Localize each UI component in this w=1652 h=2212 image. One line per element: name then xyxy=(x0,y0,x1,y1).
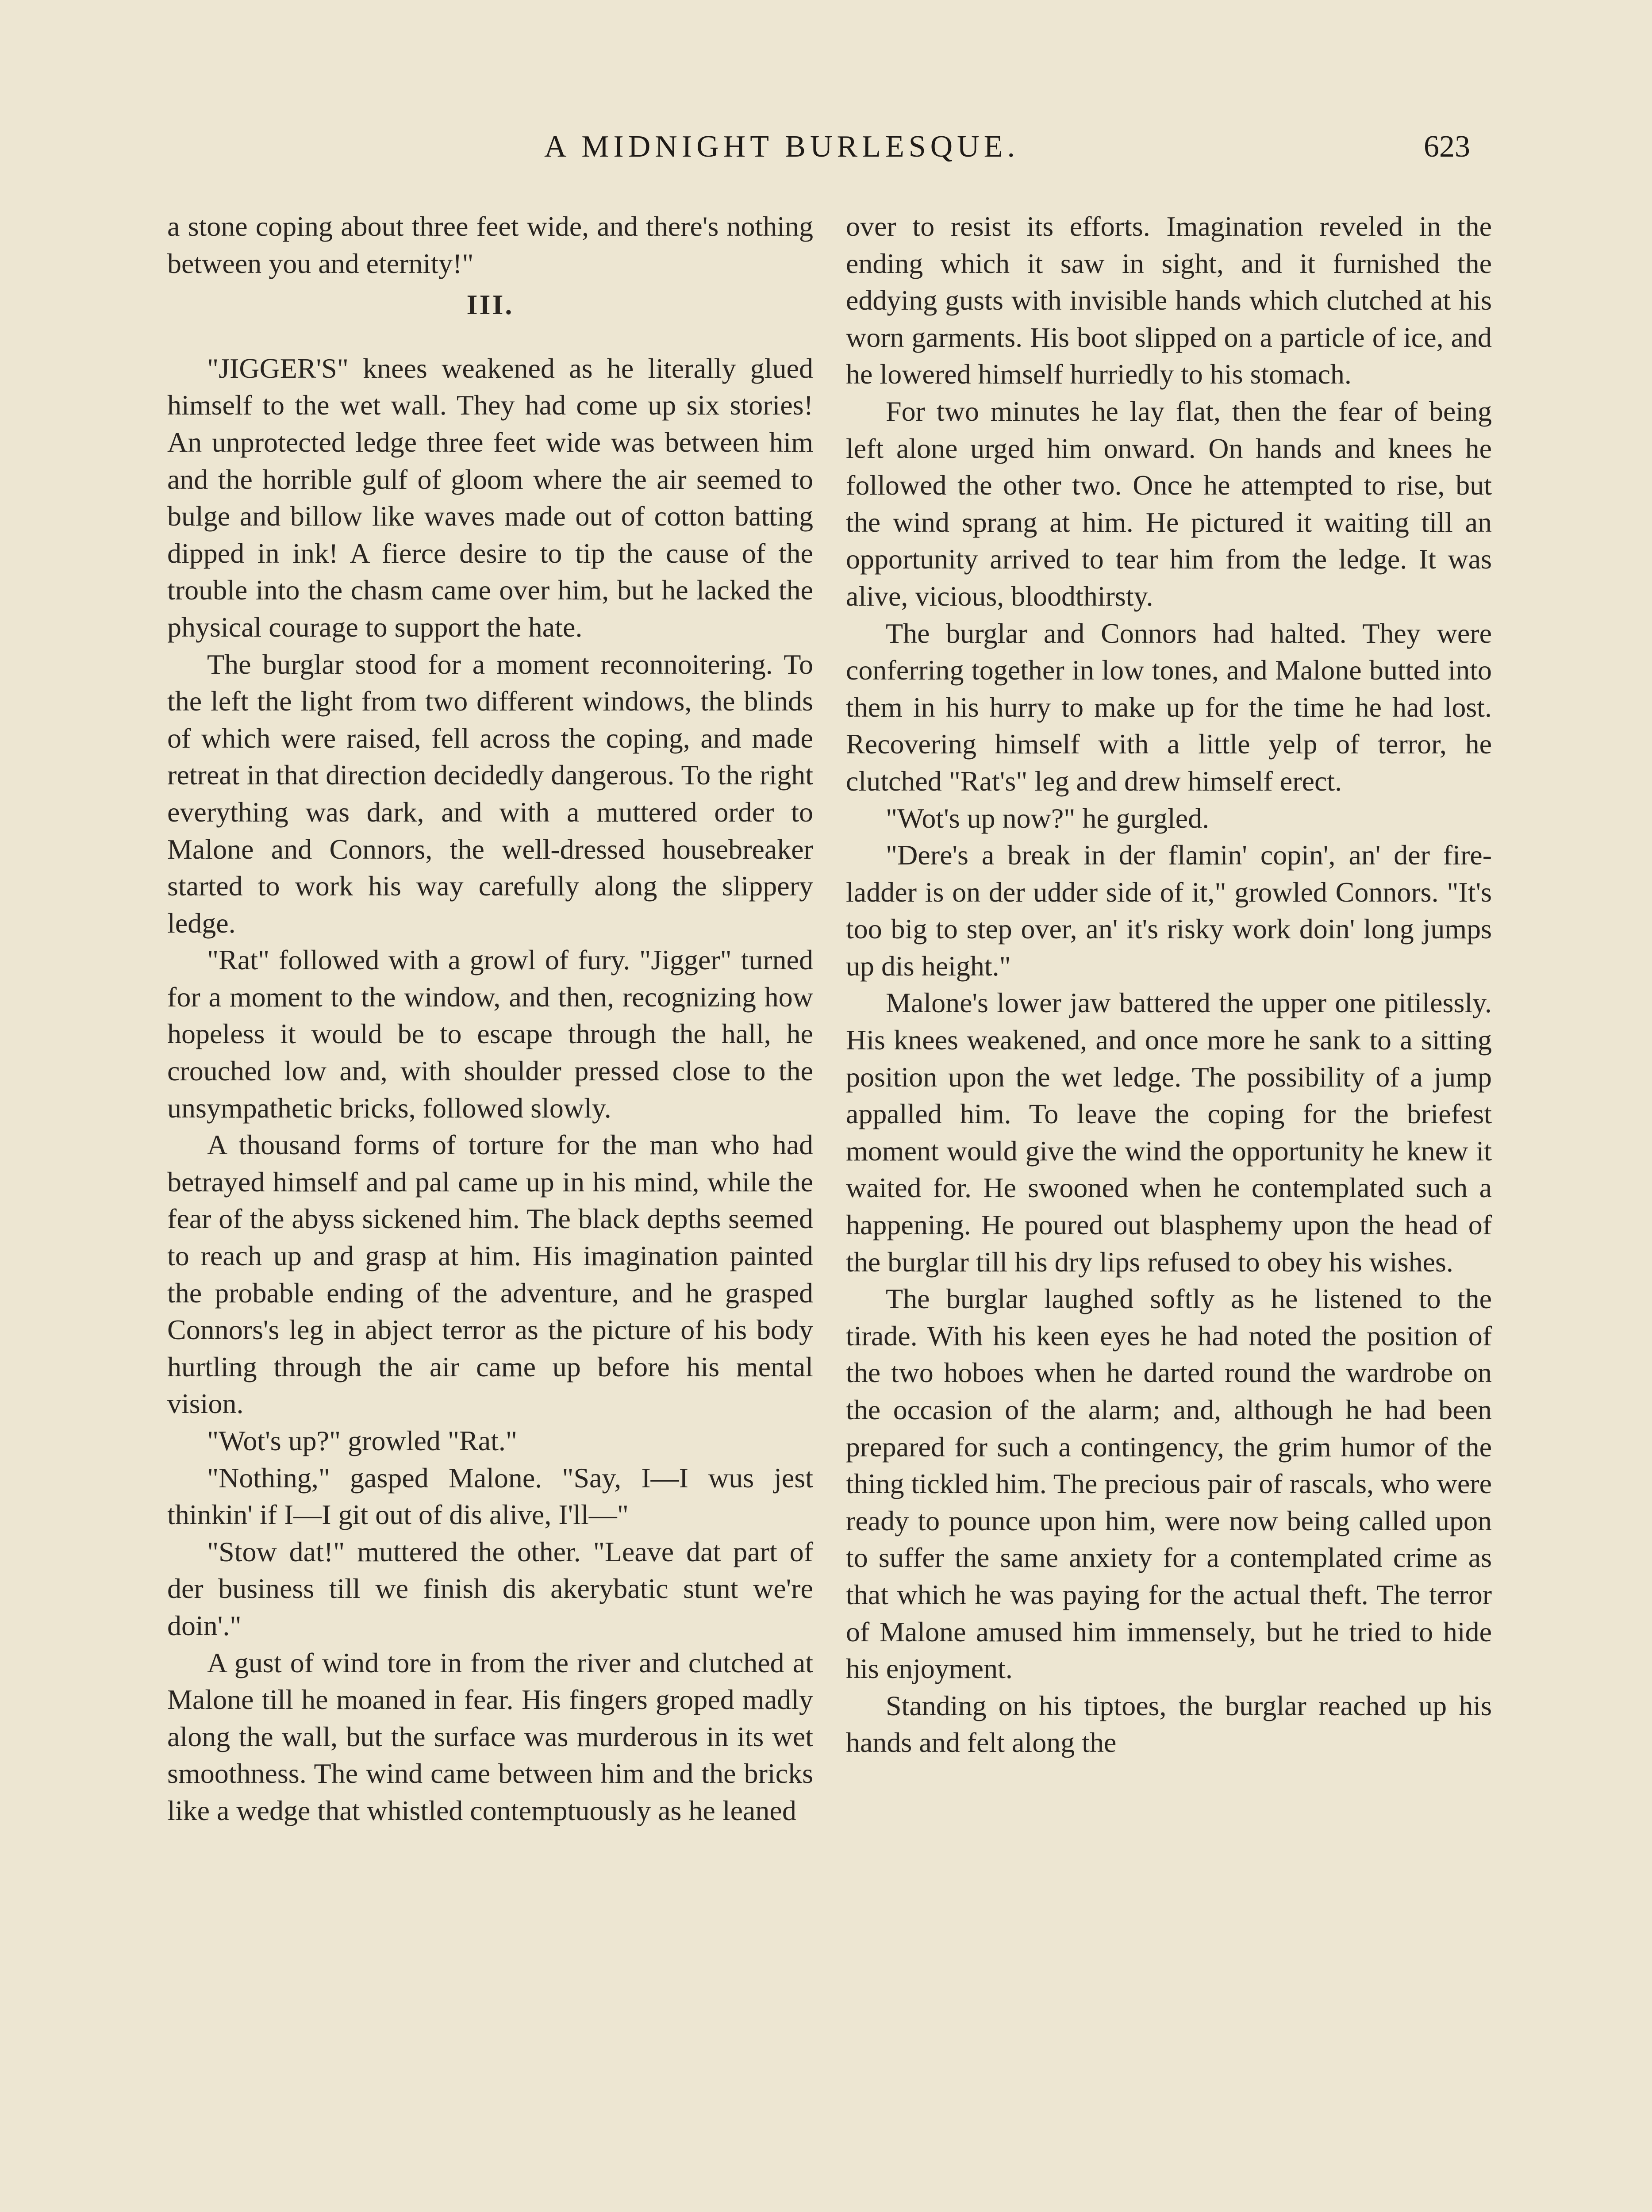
paragraph: The burglar and Connors had halted. They were conferring together in low tones, and Malone butted into them in his hurry to make up for the time he had lost. Recovering himself with a little yelp of terror, he clutched "Rat's" leg and drew himself erect. xyxy=(846,617,1492,797)
paragraph: Malone's lower jaw battered the upper one pitilessly. His knees weakened, and once more he sank to a sitting position upon the wet ledge. The possibility of a jump appalled him. To leave the coping for the briefest moment would give the wind the opportunity he knew it waited for. He swooned when he contemplated such a happening. He poured out blasphemy upon the head of the burglar till his dry lips refused to obey his wishes. xyxy=(846,987,1492,1278)
paragraph: "Stow dat!" muttered the other. "Leave dat part of der business till we finish dis akerybatic stunt we're doin'." xyxy=(167,1536,813,1641)
paragraph: The burglar laughed softly as he listened to the tirade. With his keen eyes he had noted the position of the two hoboes when he darted round the wardrobe on the occasion of the alarm; and, although he had been prepared for such a contingency, the grim humor of the thing tickled him. The precious pair of rascals, who were ready to pounce upon him, were now being called upon to suffer the same anxiety for a contemplated crime as that which he was paying for the actual theft. The terror of Malone amused him immensely, but he tried to hide his enjoyment. xyxy=(846,1283,1492,1685)
paragraph: A gust of wind tore in from the river and clutched at Malone till he moaned in fear. His fingers groped madly along the wall, but the surface was murderous in its wet smoothness. The wind came between him and the bricks like a wedge that whistled contemptuously as he leaned xyxy=(167,1647,813,1826)
paragraph: Standing on his tiptoes, the burglar reached up his hands and felt along the xyxy=(846,1690,1492,1759)
paragraph: A thousand forms of torture for the man who had betrayed himself and pal came up in his mind, while the fear of the abyss sickened him. The black depths seemed to reach up and grasp at him. His imagination painted the probable ending of the adventure, and he grasped Connors's leg in abject terror as the picture of his body hurtling through the air came up before his mental vision. xyxy=(167,1129,813,1420)
continuation-paragraph: a stone coping about three feet wide, and there's nothing between you and eternity!" xyxy=(167,211,813,279)
paragraph: "Rat" followed with a growl of fury. "Jigger" turned for a moment to the window, and then, recognizing how hopeless it would be to escape through the hall, he crouched low and, with shoulder pressed close to the unsympathetic bricks, followed slowly. xyxy=(167,944,813,1124)
right-column xyxy=(846,208,1492,1761)
paragraph: "Nothing," gasped Malone. "Say, I—I wus jest thinkin' if I—I git out of dis alive, I'll—" xyxy=(167,1462,813,1531)
paragraph: The burglar stood for a moment reconnoitering. To the left the light from two different windows, the blinds of which were raised, fell across the coping, and made retreat in that direction decidedly dangerous. To the right everything was dark, and with a muttered order to Malone and Connors, the well-dressed housebreaker started to work his way carefully along the slippery ledge. xyxy=(167,648,813,939)
paragraph: "Wot's up now?" he gurgled. xyxy=(886,802,1210,834)
left-column xyxy=(167,208,813,1829)
paragraph: For two minutes he lay flat, then the fear of being left alone urged him onward. On hands and knees he followed the other two. Once he attempted to rise, but the wind sprang at him. He pictured it waiting till an opportunity arrived to tear him from the ledge. It was alive, vicious, bloodthirsty. xyxy=(846,395,1492,612)
section-heading: III. xyxy=(466,289,514,321)
paragraph: "Dere's a break in der flamin' copin', an' der fire-ladder is on der udder side of it," growled Connors. "It's too big to step over, an' it's risky work doin' long jumps up dis height." xyxy=(846,839,1492,982)
running-title: A MIDNIGHT BURLESQUE. xyxy=(544,130,1019,164)
continuation-paragraph: over to resist its efforts. Imagination reveled in the ending which it saw in sight, and it furnished the eddying gusts with invisible hands which clutched at his worn garments. His boot slipped on a particle of ice, and he lowered himself hurriedly to his stomach. xyxy=(846,211,1492,390)
page-number: 623 xyxy=(1424,130,1470,164)
paragraph: "Wot's up?" growled "Rat." xyxy=(207,1425,517,1456)
paragraph: "JIGGER'S" knees weakened as he literally glued himself to the wet wall. They had come up six stories! An unprotected ledge three feet wide was between him and the horrible gulf of gloom where the air seemed to bulge and billow like waves made out of cotton batting dipped in ink! A fierce desire to tip the cause of the trouble into the chasm came over him, but he lacked the physical courage to support the hate. xyxy=(167,352,813,643)
